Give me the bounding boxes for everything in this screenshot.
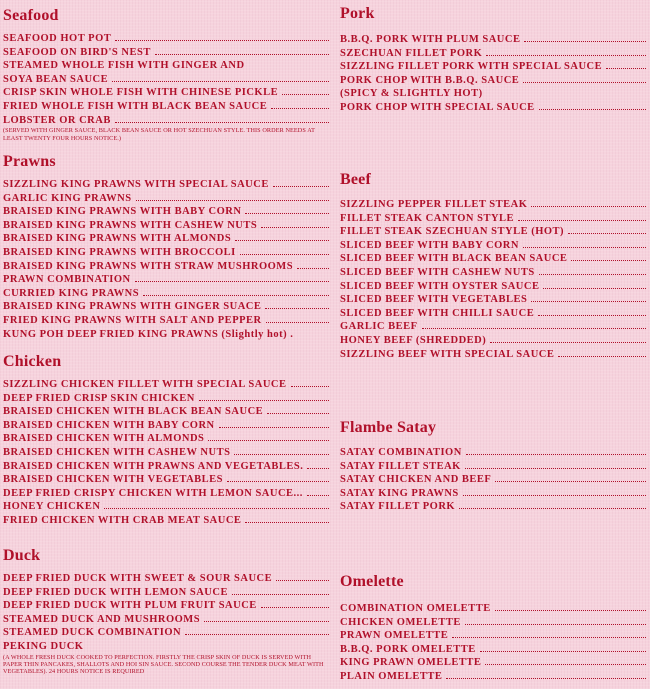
menu-item[interactable]: SIZZLING KING PRAWNS WITH SPECIAL SAUCE <box>3 178 331 192</box>
menu-item[interactable]: (SPICY & SLIGHTLY HOT) <box>340 88 483 100</box>
section-heading-omelette: Omelette <box>340 573 404 590</box>
menu-item[interactable]: DEEP FRIED CRISPY CHICKEN WITH LEMON SAUCE... <box>3 487 331 501</box>
menu-item[interactable]: SATAY COMBINATION <box>340 446 648 460</box>
menu-item[interactable]: SLICED BEEF WITH CASHEW NUTS <box>340 266 648 280</box>
menu-item[interactable]: SIZZLING PEPPER FILLET STEAK <box>340 198 648 212</box>
menu-item[interactable]: BRAISED CHICKEN WITH BLACK BEAN SAUCE <box>3 405 331 419</box>
menu-item[interactable]: HONEY BEEF (SHREDDED) <box>340 334 648 348</box>
leader-dots <box>531 300 646 302</box>
menu-item[interactable]: SLICED BEEF WITH VEGETABLES <box>340 293 648 307</box>
leader-dots <box>606 67 646 69</box>
prawns-list <box>3 178 331 341</box>
leader-dots <box>568 232 646 234</box>
duck-note: (A WHOLE FRESH DUCK COOKED TO PERFECTION. FIRSTLY THE CRISP SKIN OF DUCK IS SERVED WITH PAPER THIN PANCAKES, SHALLOTS AND HOI SIN SAUCE. SECOND COURSE THE TENDER DUCK MEAT WITH VEGETABLES). 24 HOURS NOTICE IS REQUIRED <box>3 653 324 676</box>
leader-dots <box>276 579 329 581</box>
leader-dots <box>245 212 329 214</box>
menu-item[interactable]: SLICED BEEF WITH CHILLI SAUCE <box>340 307 648 321</box>
leader-dots <box>490 341 646 343</box>
leader-dots <box>538 314 646 316</box>
menu-item[interactable]: FILLET STEAK SZECHUAN STYLE (HOT) <box>340 225 648 239</box>
leader-dots <box>261 226 329 228</box>
leader-dots <box>531 205 646 207</box>
menu-item[interactable]: CHICKEN OMELETTE <box>340 616 648 630</box>
leader-dots <box>112 80 329 82</box>
menu-item[interactable]: GARLIC BEEF <box>340 320 648 334</box>
seafood-list <box>3 32 331 127</box>
leader-dots <box>291 385 330 387</box>
leader-dots <box>219 426 329 428</box>
menu-item[interactable]: BRAISED KING PRAWNS WITH BROCCOLI <box>3 246 331 260</box>
menu-item[interactable]: LOBSTER OR CRAB <box>3 114 331 128</box>
menu-item[interactable]: FILLET STEAK CANTON STYLE <box>340 212 648 226</box>
section-pork <box>340 4 648 115</box>
leader-dots <box>104 507 329 509</box>
duck-list <box>3 572 331 654</box>
leader-dots <box>185 633 329 635</box>
leader-dots <box>136 199 329 201</box>
leader-dots <box>459 507 646 509</box>
section-heading-beef: Beef <box>340 171 372 188</box>
leader-dots <box>199 399 329 401</box>
leader-dots <box>240 253 329 255</box>
section-heading-prawns: Prawns <box>3 153 56 170</box>
menu-item[interactable]: STEAMED DUCK AND MUSHROOMS <box>3 613 331 627</box>
leader-dots <box>422 327 646 329</box>
menu-item[interactable]: FRIED CHICKEN WITH CRAB MEAT SAUCE <box>3 514 331 528</box>
section-prawns <box>3 152 331 341</box>
menu-item[interactable]: SEAFOOD ON BIRD'S NEST <box>3 46 331 60</box>
menu-item[interactable]: HONEY CHICKEN <box>3 500 331 514</box>
leader-dots <box>465 467 646 469</box>
leader-dots <box>558 355 646 357</box>
menu-item[interactable]: FRIED KING PRAWNS WITH SALT AND PEPPER <box>3 314 331 328</box>
menu-item[interactable]: BRAISED KING PRAWNS WITH CASHEW NUTS <box>3 219 331 233</box>
leader-dots <box>523 81 646 83</box>
menu-item[interactable]: DEEP FRIED DUCK WITH SWEET & SOUR SAUCE <box>3 572 331 586</box>
leader-dots <box>486 54 646 56</box>
menu-item[interactable]: COMBINATION OMELETTE <box>340 602 648 616</box>
menu-item[interactable]: PRAWN COMBINATION <box>3 273 331 287</box>
leader-dots <box>204 620 329 622</box>
leader-dots <box>539 108 646 110</box>
leader-dots <box>282 93 329 95</box>
beef-list <box>340 198 648 361</box>
leader-dots <box>307 467 329 469</box>
leader-dots <box>115 121 329 123</box>
leader-dots <box>245 521 329 523</box>
leader-dots <box>518 219 646 221</box>
leader-dots <box>485 663 646 665</box>
seafood-note: (SERVED WITH GINGER SAUCE, BLACK BEAN SAUCE OR HOT SZECHUAN STYLE. THIS ORDER NEEDS AT LEAST TWENTY FOUR HOURS NOTICE.) <box>3 127 315 142</box>
menu-item[interactable]: BRAISED KING PRAWNS WITH GINGER SUACE <box>3 300 331 314</box>
menu-item[interactable]: STEAMED WHOLE FISH WITH GINGER AND <box>3 60 245 72</box>
menu-item[interactable]: KUNG POH DEEP FRIED KING PRAWNS (Slightly hot) . <box>3 328 294 340</box>
leader-dots <box>234 453 329 455</box>
section-beef <box>340 170 648 361</box>
leader-dots <box>235 239 329 241</box>
leader-dots <box>465 623 646 625</box>
menu-item[interactable]: SIZZLING BEEF WITH SPECIAL SAUCE <box>340 348 648 362</box>
leader-dots <box>480 650 646 652</box>
pork-list <box>340 33 648 115</box>
menu-item[interactable]: KING PRAWN OMELETTE <box>340 656 648 670</box>
menu-item[interactable]: PRAWN OMELETTE <box>340 629 648 643</box>
menu-item[interactable]: PEKING DUCK <box>3 640 84 652</box>
section-seafood <box>3 6 331 142</box>
menu-item[interactable]: FRIED WHOLE FISH WITH BLACK BEAN SAUCE <box>3 100 331 114</box>
leader-dots <box>208 439 329 441</box>
leader-dots <box>539 273 646 275</box>
menu-item[interactable]: B.B.Q. PORK OMELETTE <box>340 643 648 657</box>
menu-item[interactable]: SLICED BEEF WITH BLACK BEAN SAUCE <box>340 252 648 266</box>
menu-item[interactable]: SATAY FILLET PORK <box>340 500 648 514</box>
menu-item[interactable]: BRAISED CHICKEN WITH CASHEW NUTS <box>3 446 331 460</box>
menu-item[interactable]: DEEP FRIED CRISP SKIN CHICKEN <box>3 392 331 406</box>
omelette-list <box>340 602 648 684</box>
menu-item[interactable]: STEAMED DUCK COMBINATION <box>3 626 331 640</box>
leader-dots <box>261 606 329 608</box>
menu-item[interactable]: BRAISED CHICKEN WITH BABY CORN <box>3 419 331 433</box>
menu-item[interactable]: SIZZLING FILLET PORK WITH SPECIAL SAUCE <box>340 60 648 74</box>
menu-item[interactable]: BRAISED CHICKEN WITH ALMONDS <box>3 432 331 446</box>
leader-dots <box>271 107 329 109</box>
menu-item[interactable]: SIZZLING CHICKEN FILLET WITH SPECIAL SAUCE <box>3 378 331 392</box>
menu-item[interactable]: CRISP SKIN WHOLE FISH WITH CHINESE PICKLE <box>3 86 331 100</box>
leader-dots <box>495 480 646 482</box>
menu-item[interactable]: SATAY KING PRAWNS <box>340 487 648 501</box>
menu-item[interactable]: SEAFOOD HOT POT <box>3 32 331 46</box>
leader-dots <box>543 287 646 289</box>
menu-item[interactable]: BRAISED KING PRAWNS WITH BABY CORN <box>3 205 331 219</box>
menu-item[interactable]: B.B.Q. PORK WITH PLUM SAUCE <box>340 33 648 47</box>
menu-item[interactable]: BRAISED CHICKEN WITH VEGETABLES <box>3 473 331 487</box>
menu-item[interactable]: PLAIN OMELETTE <box>340 670 648 684</box>
menu-item[interactable]: SLICED BEEF WITH BABY CORN <box>340 239 648 253</box>
menu-item[interactable]: DEEP FRIED DUCK WITH LEMON SAUCE <box>3 586 331 600</box>
section-heading-chicken: Chicken <box>3 353 62 370</box>
menu-item[interactable]: CURRIED KING PRAWNS <box>3 287 331 301</box>
menu-item[interactable]: SZECHUAN FILLET PORK <box>340 47 648 61</box>
leader-dots <box>155 53 329 55</box>
leader-dots <box>524 40 646 42</box>
leader-dots <box>523 246 646 248</box>
leader-dots <box>571 259 646 261</box>
leader-dots <box>463 494 646 496</box>
menu-item[interactable]: GARLIC KING PRAWNS <box>3 192 331 206</box>
menu-item[interactable]: BRAISED KING PRAWNS WITH STRAW MUSHROOMS <box>3 260 331 274</box>
section-omelette <box>340 572 648 684</box>
section-flambe-satay <box>340 418 648 514</box>
section-chicken <box>3 352 331 528</box>
section-heading-flambe-satay: Flambe Satay <box>340 419 437 436</box>
menu-item[interactable]: PORK CHOP WITH B.B.Q. SAUCE <box>340 74 648 88</box>
leader-dots <box>115 39 329 41</box>
leader-dots <box>297 267 329 269</box>
leader-dots <box>266 321 329 323</box>
leader-dots <box>495 609 646 611</box>
leader-dots <box>466 453 646 455</box>
leader-dots <box>307 494 329 496</box>
menu-item[interactable]: DEEP FRIED DUCK WITH PLUM FRUIT SAUCE <box>3 599 331 613</box>
menu-item[interactable]: SATAY CHICKEN AND BEEF <box>340 473 648 487</box>
menu-item[interactable]: SLICED BEEF WITH OYSTER SAUCE <box>340 280 648 294</box>
section-duck <box>3 546 331 676</box>
section-heading-pork: Pork <box>340 5 375 22</box>
leader-dots <box>232 593 329 595</box>
leader-dots <box>227 480 329 482</box>
leader-dots <box>446 677 646 679</box>
leader-dots <box>265 307 329 309</box>
menu-item[interactable]: PORK CHOP WITH SPECIAL SAUCE <box>340 101 648 115</box>
menu-item[interactable]: SOYA BEAN SAUCE <box>3 73 331 87</box>
leader-dots <box>273 185 329 187</box>
leader-dots <box>135 280 329 282</box>
leader-dots <box>143 294 329 296</box>
section-heading-duck: Duck <box>3 547 41 564</box>
chicken-list <box>3 378 331 528</box>
leader-dots <box>452 636 646 638</box>
menu-item[interactable]: SATAY FILLET STEAK <box>340 460 648 474</box>
menu-item[interactable]: BRAISED KING PRAWNS WITH ALMONDS <box>3 232 331 246</box>
leader-dots <box>267 412 329 414</box>
menu-item[interactable]: BRAISED CHICKEN WITH PRAWNS AND VEGETABLES. <box>3 460 331 474</box>
flambe-list <box>340 446 648 514</box>
section-heading-seafood: Seafood <box>3 7 59 24</box>
